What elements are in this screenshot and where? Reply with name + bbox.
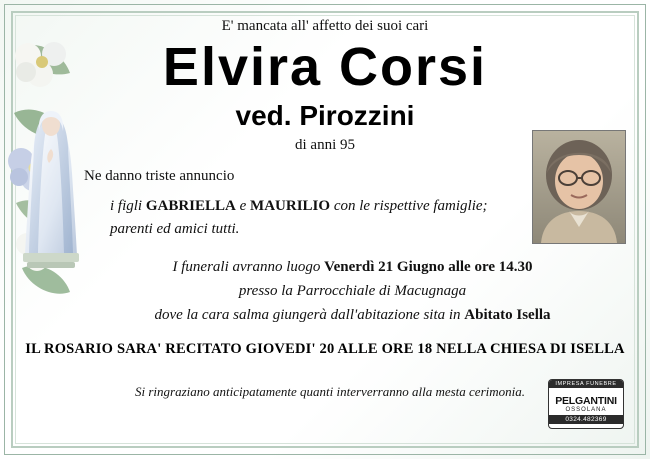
logo-main-label: PELGANTINI — [555, 395, 617, 407]
funeral-date: Venerdì 21 Giugno alle ore 14.30 — [324, 259, 533, 276]
funeral-home-logo — [548, 379, 624, 429]
family-name-2: MAURILIO — [250, 197, 331, 214]
intro-line: E' mancata all' affetto dei suoi cari — [221, 18, 429, 34]
family-line-2: parenti ed amici tutti. — [110, 220, 240, 237]
logo-top-label: IMPRESA FUNEBRE — [549, 380, 623, 388]
widow-of-line: ved. Pirozzini — [235, 99, 415, 131]
funeral-departure-place: Abitato Isella — [464, 307, 551, 324]
family-block — [0, 195, 650, 242]
funeral-block — [0, 255, 650, 327]
logo-sub-label: OSSOLANA — [565, 407, 607, 413]
funeral-prefix: I funerali avranno luogo — [172, 259, 325, 276]
rosary-line: IL ROSARIO SARA' RECITATO GIOVEDI' 20 ALLE ORE 18 NELLA CHIESA DI ISELLA — [25, 341, 625, 358]
family-name-1: GABRIELLA — [145, 197, 236, 214]
announcement-line: Ne danno triste annuncio — [84, 167, 235, 184]
logo-phone-label: 0324.482369 — [549, 415, 623, 424]
deceased-name: Elvira Corsi — [162, 37, 488, 97]
family-prefix: i figli — [110, 197, 146, 214]
thanks-line: Si ringraziano anticipatamente quanti interverranno alla mesta cerimonia. — [135, 384, 525, 400]
funeral-departure-prefix: dove la cara salma giungerà dall'abitazione sita in — [154, 307, 465, 324]
age-line: di anni 95 — [295, 136, 355, 153]
family-suffix: con le rispettive famiglie; — [330, 197, 488, 214]
family-conjunction: e — [235, 197, 251, 214]
funeral-location: presso la Parrocchiale di Macugnaga — [238, 283, 467, 300]
